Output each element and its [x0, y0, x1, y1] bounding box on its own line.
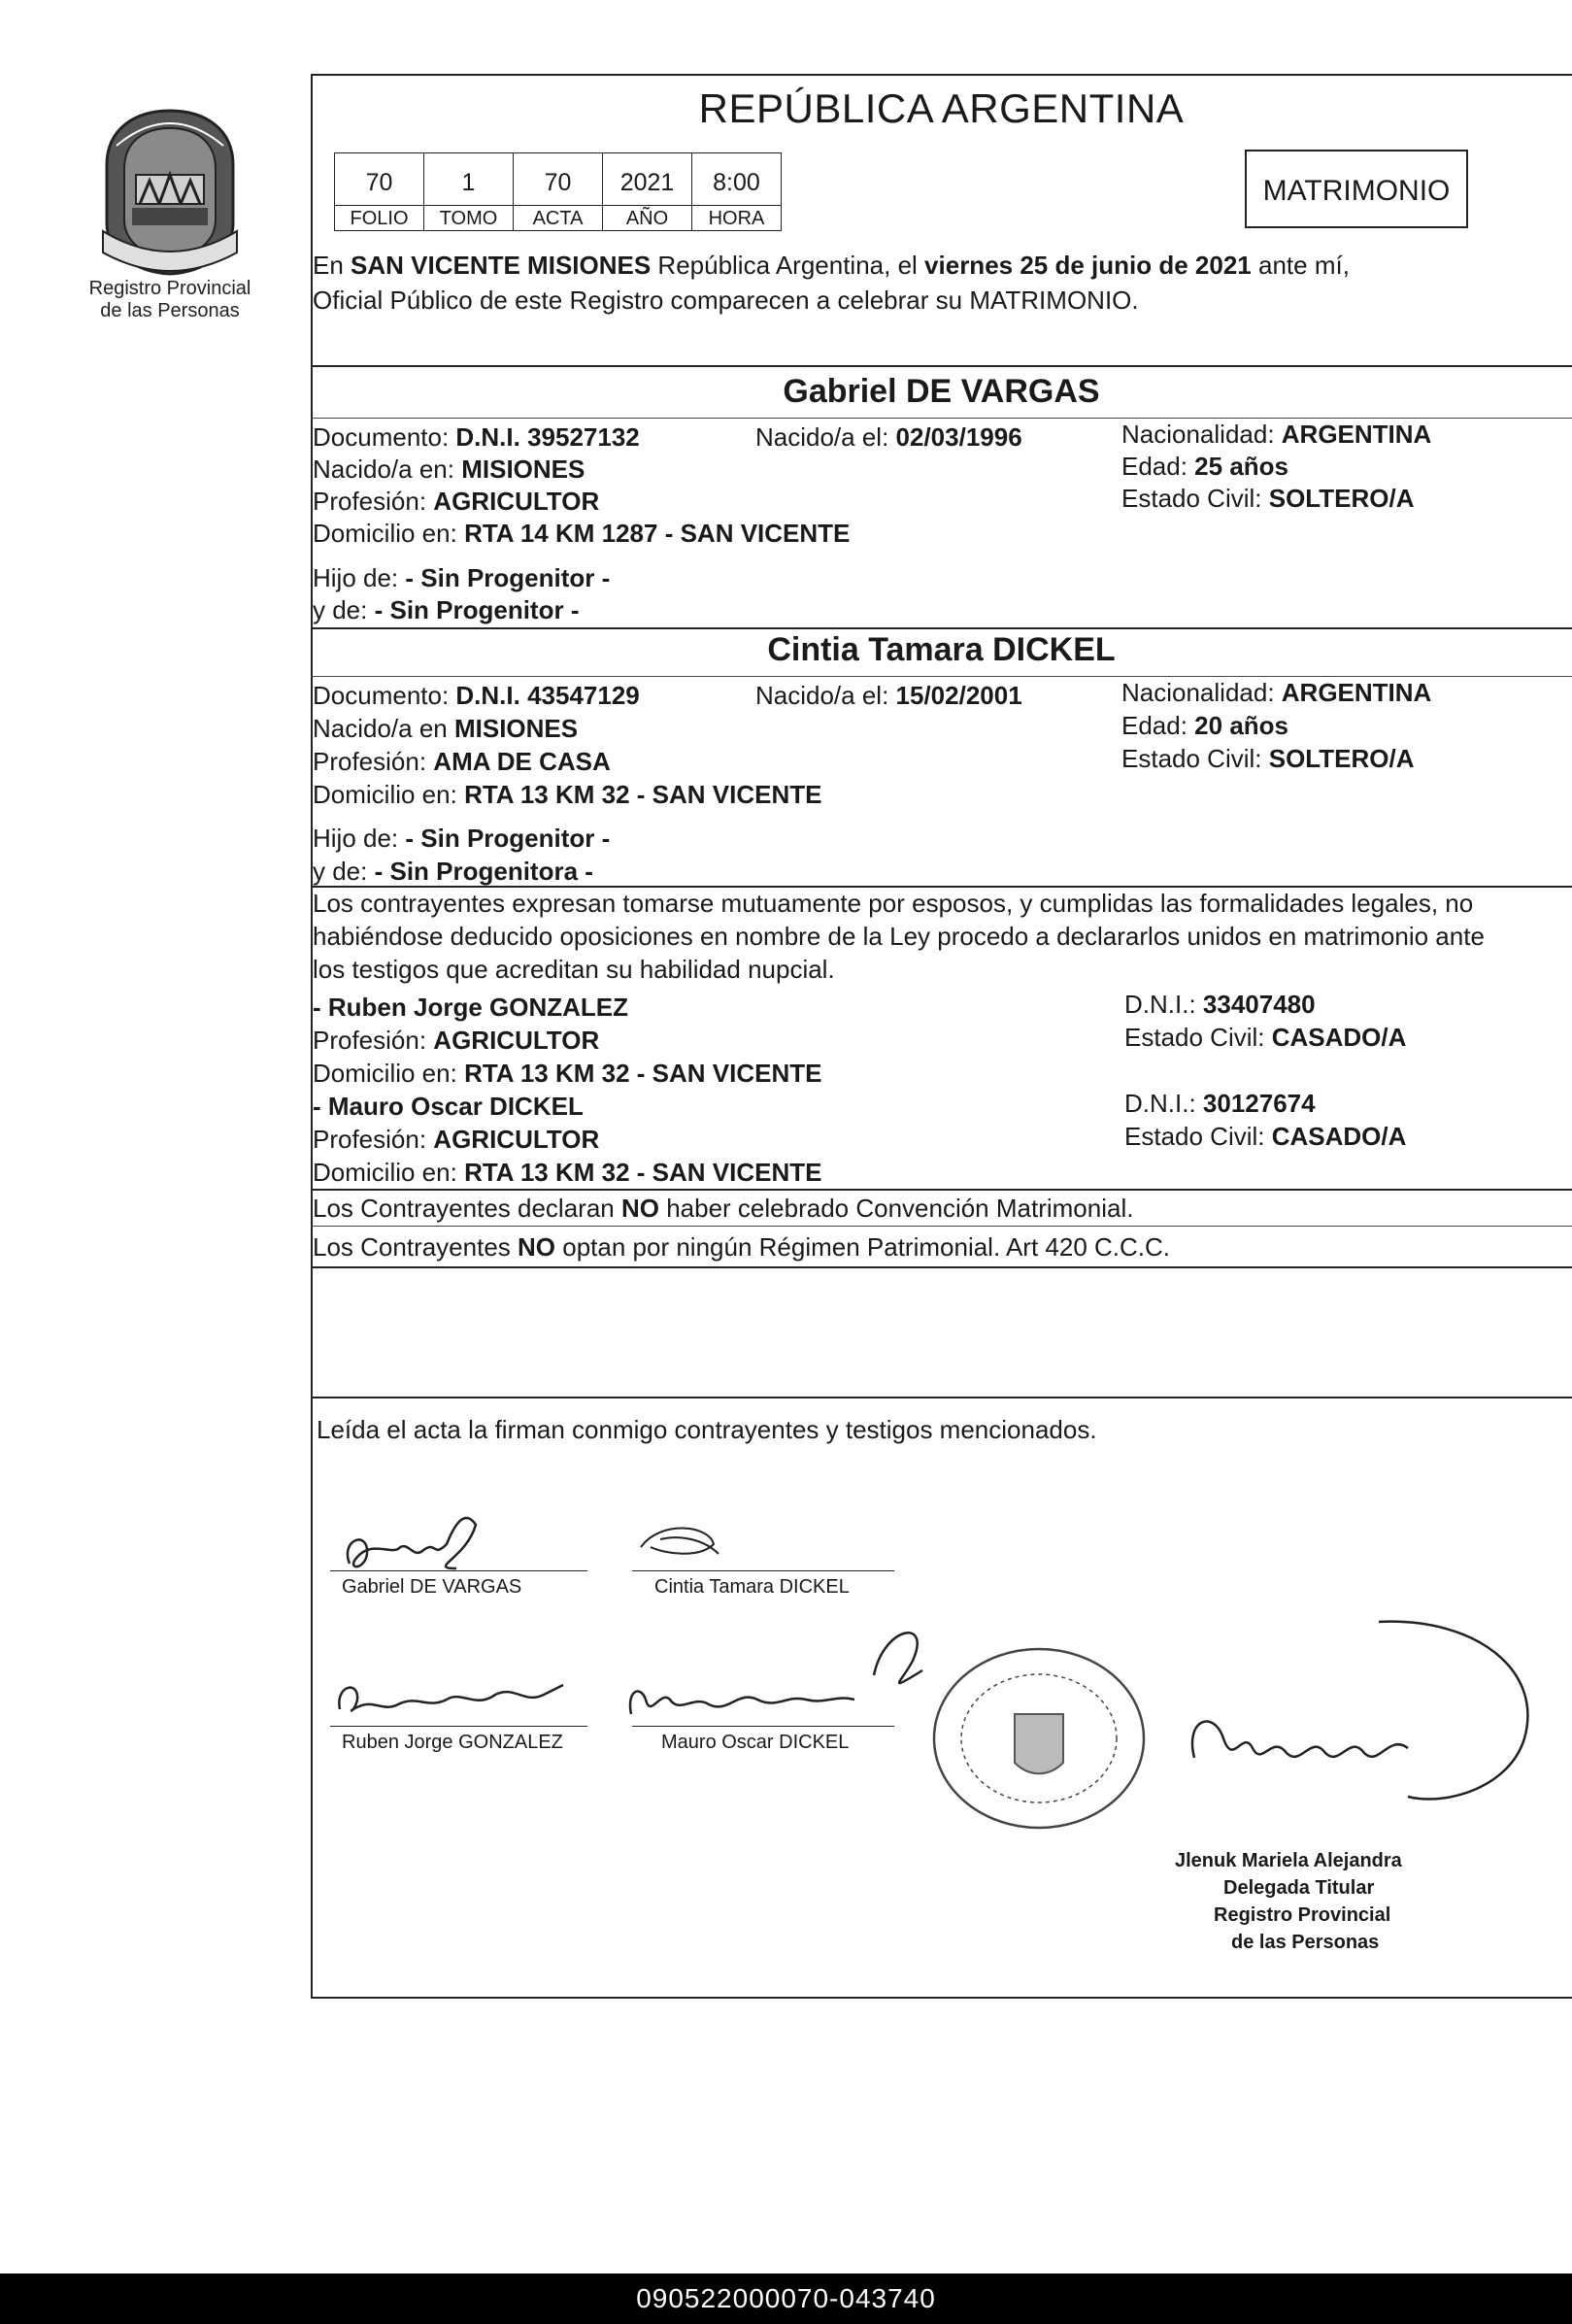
value: CASADO/A: [1271, 1023, 1407, 1052]
text: Los Contrayentes: [313, 1232, 518, 1262]
witness2-dni: [1124, 1087, 1316, 1120]
label: Estado Civil:: [1124, 1122, 1272, 1151]
acta-label: ACTA: [514, 205, 602, 232]
label: Nacido/a el:: [755, 422, 896, 452]
bride-nationality: [1121, 676, 1431, 709]
document-number-bar: 090522000070-043740: [0, 2273, 1572, 2324]
label: Documento:: [313, 681, 456, 710]
label: D.N.I.:: [1124, 990, 1203, 1019]
value: AGRICULTOR: [433, 487, 600, 516]
tomo-label: TOMO: [424, 205, 513, 232]
hour-value: 8:00: [713, 169, 760, 196]
label: Estado Civil:: [1124, 1023, 1272, 1052]
province-logo: [68, 107, 272, 330]
value: MISIONES: [453, 714, 579, 743]
official-name: Jlenuk Mariela Alejandra: [1175, 1850, 1402, 1871]
divider: [311, 627, 1572, 629]
bride-birthdate: [755, 679, 1022, 712]
groom-birthplace: [313, 453, 585, 486]
bride-profession: [313, 745, 611, 778]
value: RTA 13 KM 32 - SAN VICENTE: [464, 1059, 822, 1088]
bride-document: [313, 679, 640, 712]
witness1-address: [313, 1057, 821, 1090]
label: Nacionalidad:: [1121, 678, 1282, 707]
witness2-name: - Mauro Oscar DICKEL: [313, 1092, 584, 1121]
signature-line: [330, 1570, 587, 1571]
label: Domicilio en:: [313, 780, 465, 809]
witness2-address: [313, 1156, 821, 1189]
groom-age: [1121, 450, 1288, 483]
intro-date: viernes 25 de junio de 2021: [924, 251, 1252, 280]
groom-civil-status: [1121, 482, 1414, 515]
groom-father: [313, 561, 610, 594]
misiones-coat-of-arms-icon: [97, 107, 243, 278]
intro-line2: Oficial Público de este Registro comparecen a celebrar su MATRIMONIO.: [313, 286, 1139, 315]
value: - Sin Progenitor -: [374, 595, 580, 624]
regime-statement: [313, 1230, 1170, 1263]
value: D.N.I. 43547129: [455, 681, 640, 710]
intro-text-1: En: [313, 251, 351, 280]
value: RTA 14 KM 1287 - SAN VICENTE: [464, 519, 851, 548]
signature-label-witness2: Mauro Oscar DICKEL: [661, 1732, 850, 1753]
signature-label-groom: Gabriel DE VARGAS: [342, 1576, 522, 1598]
label: Profesión:: [313, 1026, 434, 1055]
bride-mother: [313, 855, 593, 888]
page-title: REPÚBLICA ARGENTINA: [698, 85, 1185, 131]
value: MISIONES: [461, 455, 585, 484]
declaration-line2: habiéndose deducido oposiciones en nombre de la Ley procedo a declararlos unidos en matrimonio ante: [313, 922, 1485, 951]
registry-caption-line1: Registro Provincial: [88, 278, 251, 299]
value: AMA DE CASA: [433, 747, 611, 776]
value: SOLTERO/A: [1268, 744, 1415, 773]
convention-statement: [313, 1192, 1133, 1225]
label: Domicilio en:: [313, 519, 465, 548]
folio-box: [334, 152, 424, 231]
declaration-line1: Los contrayentes expresan tomarse mutuamente por esposos, y cumplidas las formalidades legales, no: [313, 889, 1474, 918]
official-registry: Registro Provincial: [1214, 1904, 1391, 1926]
value: - Sin Progenitora -: [374, 857, 593, 886]
witness1-name: - Ruben Jorge GONZALEZ: [313, 993, 628, 1022]
divider: [311, 1266, 1572, 1268]
value: RTA 13 KM 32 - SAN VICENTE: [464, 780, 822, 809]
label: Edad:: [1121, 711, 1195, 740]
bride-name: Cintia Tamara DICKEL: [767, 631, 1116, 668]
value: 20 años: [1194, 711, 1288, 740]
label: y de:: [313, 857, 375, 886]
value: AGRICULTOR: [433, 1125, 600, 1154]
bride-birthplace: [313, 712, 578, 745]
intro-place: SAN VICENTE MISIONES: [351, 251, 652, 280]
label: Nacido/a en: [313, 714, 454, 743]
label: Hijo de:: [313, 824, 406, 853]
text: Los Contrayentes declaran: [313, 1194, 621, 1223]
value: RTA 13 KM 32 - SAN VICENTE: [464, 1158, 822, 1187]
label: Edad:: [1121, 452, 1195, 481]
year-box: [602, 152, 692, 231]
official-role: Delegada Titular: [1223, 1877, 1375, 1899]
bride-age: [1121, 709, 1288, 742]
hour-label: HORA: [692, 205, 781, 232]
witness1-dni: [1124, 988, 1316, 1021]
intro-text-2: República Argentina, el: [651, 251, 925, 280]
value: 30127674: [1202, 1089, 1316, 1118]
label: D.N.I.:: [1124, 1089, 1203, 1118]
label: Profesión:: [313, 1125, 434, 1154]
label: Estado Civil:: [1121, 744, 1269, 773]
acta-box: [513, 152, 603, 231]
year-value: 2021: [619, 169, 675, 196]
value: 02/03/1996: [895, 422, 1022, 452]
label: Domicilio en:: [313, 1158, 465, 1187]
declaration-line3: los testigos que acreditan su habilidad nupcial.: [313, 955, 835, 984]
signature-line: [330, 1726, 587, 1727]
label: Domicilio en:: [313, 1059, 465, 1088]
registry-caption-line2: de las Personas: [100, 300, 240, 321]
groom-address: [313, 517, 850, 550]
groom-mother: [313, 593, 579, 626]
divider: [311, 1397, 1572, 1398]
witness2-profession: [313, 1123, 599, 1156]
tomo-value: 1: [461, 169, 476, 196]
label: Documento:: [313, 422, 456, 452]
label: Estado Civil:: [1121, 484, 1269, 513]
intro-line1: [313, 249, 1350, 282]
text: optan por ningún Régimen Patrimonial. Art 420 C.C.C.: [555, 1232, 1171, 1262]
folio-label: FOLIO: [335, 205, 423, 232]
year-label: AÑO: [603, 205, 691, 232]
text: haber celebrado Convención Matrimonial.: [658, 1194, 1134, 1223]
intro-text-3: ante mí,: [1251, 251, 1350, 280]
signature-label-bride: Cintia Tamara DICKEL: [654, 1576, 850, 1598]
witness1-civil-status: [1124, 1021, 1406, 1054]
value: D.N.I. 39527132: [455, 422, 640, 452]
label: Hijo de:: [313, 563, 406, 592]
label: Nacido/a el:: [755, 681, 896, 710]
bride-civil-status: [1121, 742, 1414, 775]
value: CASADO/A: [1271, 1122, 1407, 1151]
hour-box: [691, 152, 782, 231]
signature-line: [632, 1726, 894, 1727]
tomo-box: [423, 152, 514, 231]
value: AGRICULTOR: [433, 1026, 600, 1055]
groom-name: Gabriel DE VARGAS: [783, 373, 1100, 410]
official-signature-icon: [1155, 1612, 1563, 1865]
value: SOLTERO/A: [1268, 484, 1415, 513]
act-type-box: MATRIMONIO: [1245, 150, 1468, 228]
bride-father: [313, 822, 610, 855]
label: Profesión:: [313, 747, 434, 776]
divider: [311, 1189, 1572, 1191]
folio-value: 70: [365, 169, 393, 196]
emphasis: NO: [518, 1232, 556, 1262]
groom-birthdate: [755, 421, 1022, 454]
groom-document: [313, 421, 640, 454]
closing-statement: Leída el acta la firman conmigo contrayentes y testigos mencionados.: [317, 1415, 1097, 1444]
label: Nacionalidad:: [1121, 420, 1282, 449]
groom-profession: [313, 485, 599, 518]
witness2-civil-status: [1124, 1120, 1406, 1153]
official-seal-icon: [927, 1641, 1160, 1836]
emphasis: NO: [620, 1194, 659, 1223]
label: Profesión:: [313, 487, 434, 516]
value: ARGENTINA: [1281, 420, 1432, 449]
acta-value: 70: [544, 169, 572, 196]
value: ARGENTINA: [1281, 678, 1432, 707]
signature-label-witness1: Ruben Jorge GONZALEZ: [342, 1732, 563, 1753]
signature-line: [632, 1570, 894, 1571]
groom-nationality: [1121, 418, 1431, 451]
value: 33407480: [1202, 990, 1316, 1019]
label: Nacido/a en:: [313, 455, 462, 484]
divider: [311, 365, 1572, 367]
bride-address: [313, 778, 821, 811]
divider: [311, 1226, 1572, 1227]
official-registry-sub: de las Personas: [1231, 1932, 1380, 1953]
value: 25 años: [1194, 452, 1288, 481]
value: - Sin Progenitor -: [405, 824, 611, 853]
label: y de:: [313, 595, 375, 624]
witness1-profession: [313, 1024, 599, 1057]
value: 15/02/2001: [895, 681, 1022, 710]
value: - Sin Progenitor -: [405, 563, 611, 592]
